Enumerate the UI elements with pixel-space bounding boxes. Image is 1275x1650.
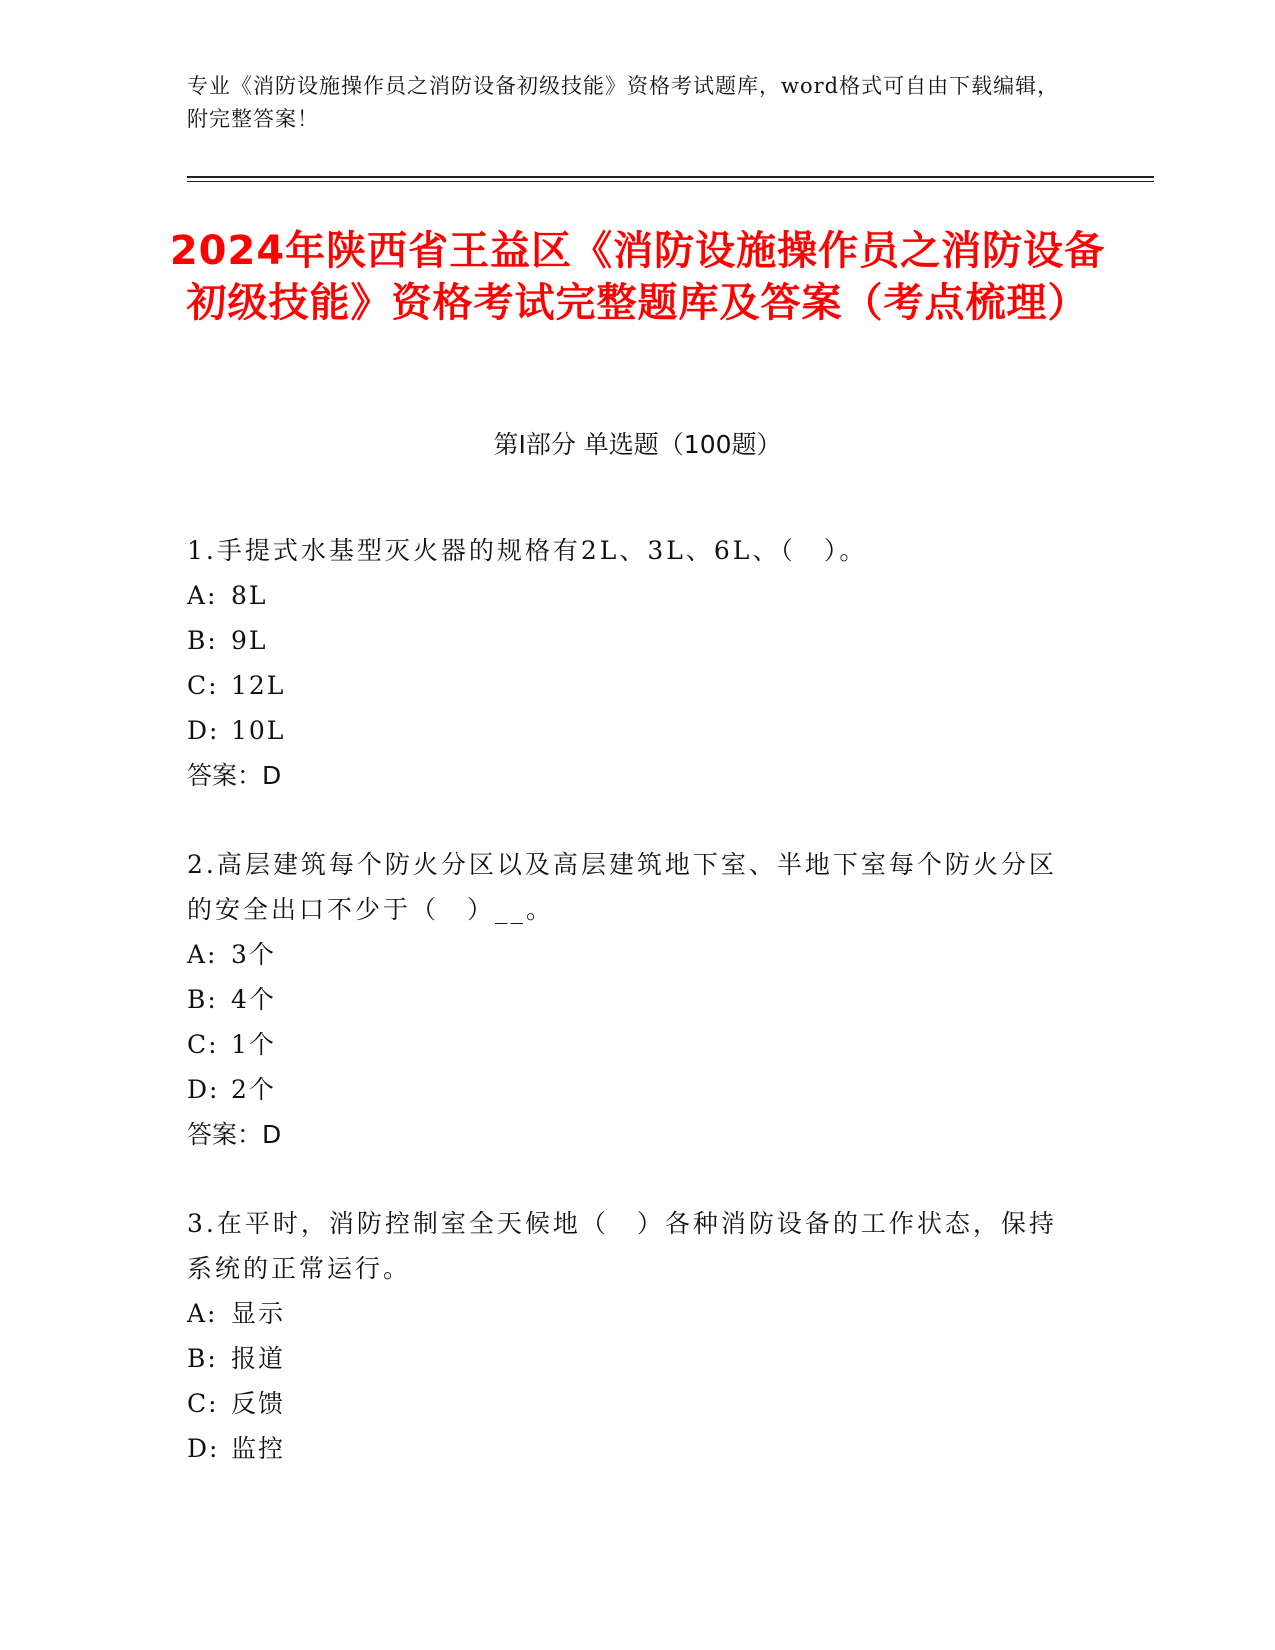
- option-text: 3个: [231, 940, 276, 969]
- option-d: [187, 1426, 1067, 1471]
- header-note: 专业《消防设施操作员之消防设备初级技能》资格考试题库，word格式可自由下载编辑，附完整答案！: [187, 74, 1060, 131]
- option-c: [187, 1022, 1067, 1067]
- option-b: [187, 618, 1067, 663]
- option-text: 9L: [231, 626, 268, 655]
- option-c: [187, 663, 1067, 708]
- option-key: C:: [187, 671, 219, 700]
- option-key: A:: [187, 581, 218, 610]
- option-key: B:: [187, 626, 218, 655]
- option-text: 8L: [231, 581, 268, 610]
- header-rule-thick: [187, 176, 1154, 178]
- option-d: [187, 1067, 1067, 1112]
- option-key: D:: [187, 1075, 220, 1104]
- option-key: D:: [187, 1434, 220, 1463]
- option-key: B:: [187, 985, 218, 1014]
- option-text: 反馈: [231, 1389, 286, 1418]
- option-key: A:: [187, 1299, 218, 1328]
- option-a: [187, 573, 1067, 618]
- header-rule-thin: [187, 181, 1154, 182]
- option-text: 1个: [231, 1030, 276, 1059]
- option-text: 显示: [231, 1299, 286, 1328]
- question-3: [187, 1201, 1067, 1471]
- option-key: A:: [187, 940, 218, 969]
- question-2: [187, 842, 1067, 1157]
- section-heading: 第I部分 单选题（100题）: [493, 430, 782, 459]
- option-b: [187, 1336, 1067, 1381]
- option-a: [187, 932, 1067, 977]
- option-a: [187, 1291, 1067, 1336]
- question-text: 2.高层建筑每个防火分区以及高层建筑地下室、半地下室每个防火分区的安全出口不少于（ ）__。: [187, 850, 1057, 924]
- option-text: 12L: [231, 671, 286, 700]
- option-text: 报道: [231, 1344, 286, 1373]
- question-list: [187, 528, 1067, 1515]
- option-b: [187, 977, 1067, 1022]
- option-text: 4个: [231, 985, 276, 1014]
- option-c: [187, 1381, 1067, 1426]
- question-text: 3.在平时，消防控制室全天候地（ ）各种消防设备的工作状态，保持系统的正常运行。: [187, 1209, 1057, 1283]
- option-key: D:: [187, 716, 220, 745]
- option-text: 监控: [231, 1434, 286, 1463]
- answer: 答案：D: [187, 761, 282, 790]
- option-key: C:: [187, 1389, 219, 1418]
- question-text: 1.手提式水基型灭火器的规格有2L、3L、6L、（ ）。: [187, 536, 868, 565]
- option-key: C:: [187, 1030, 219, 1059]
- document-title: 2024年陕西省王益区《消防设施操作员之消防设备初级技能》资格考试完整题库及答案（考点梳理）: [169, 228, 1106, 326]
- option-text: 2个: [231, 1075, 276, 1104]
- answer: 答案：D: [187, 1120, 282, 1149]
- option-text: 10L: [231, 716, 286, 745]
- question-1: [187, 528, 1067, 798]
- option-d: [187, 708, 1067, 753]
- option-key: B:: [187, 1344, 218, 1373]
